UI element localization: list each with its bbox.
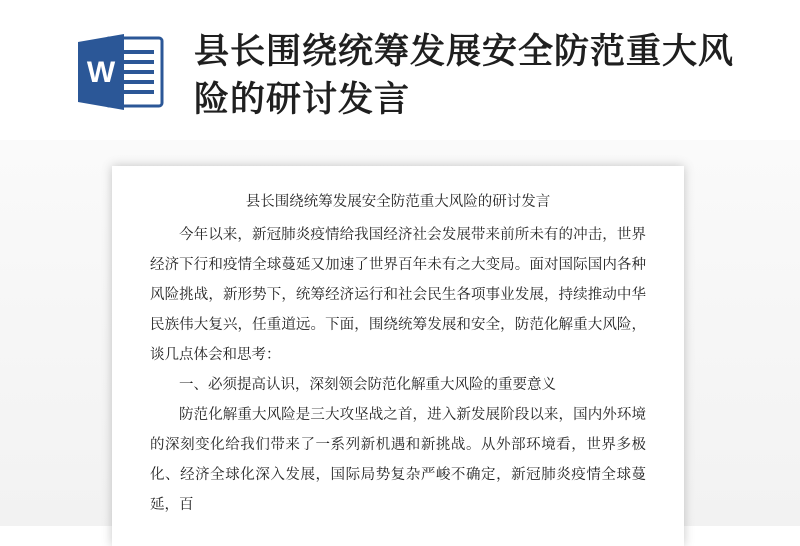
document-page [112, 166, 684, 546]
section-heading: 一、必须提高认识，深刻领会防范化解重大风险的重要意义 [179, 377, 556, 393]
word-app-icon [76, 32, 164, 112]
logo-letter: W [86, 56, 116, 89]
header-banner [0, 0, 800, 140]
document-body [150, 188, 646, 520]
document-title: 县长围绕统筹发展安全防范重大风险的研讨发言 [245, 194, 551, 210]
page-title: 县长围绕统筹发展安全防范重大风险的研讨发言 [194, 32, 735, 120]
paragraph-section: 防范化解重大风险是三大攻坚战之首，进入新发展阶段以来，国内外环境的深刻变化给我们带来了一系列新机遇和新挑战。从外部环境看，世界多极化、经济全球化深入发展，国际局势复杂严峻不确定，新冠肺炎疫情全球蔓延，百 [150, 407, 646, 513]
paragraph-intro: 今年以来，新冠肺炎疫情给我国经济社会发展带来前所未有的冲击，世界经济下行和疫情全球蔓延又加速了世界百年未有之大变局。面对国际国内各种风险挑战，新形势下，统筹经济运行和社会民生各项事业发展，持续推动中华民族伟大复兴，任重道远。下面，围绕统筹发展和安全，防范化解重大风险，谈几点体会和思考： [150, 227, 646, 363]
